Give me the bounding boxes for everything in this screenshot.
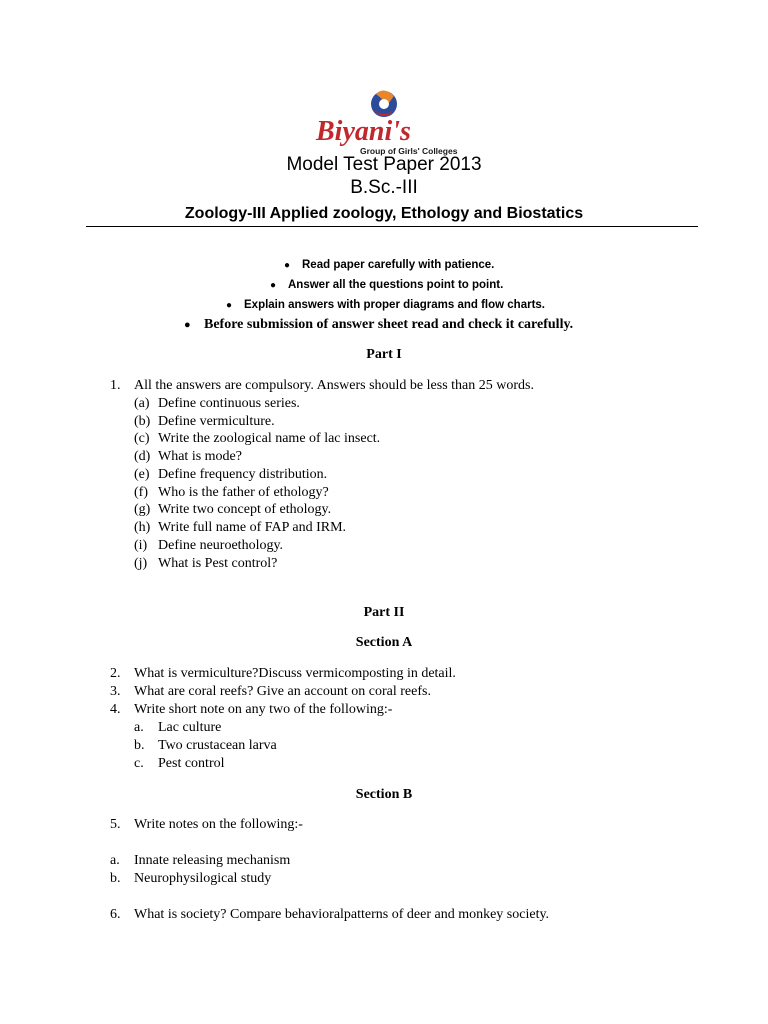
college-logo — [314, 88, 459, 160]
bullet-icon: ● — [184, 319, 191, 331]
instruction-item: ● Explain answers with proper diagrams and flow charts. — [226, 297, 545, 314]
paper-class: B.Sc.-III — [350, 177, 418, 198]
question-4-item: c. Pest control — [134, 756, 225, 771]
question-1-item: (a) Define continuous series. — [134, 396, 300, 411]
instruction-item: ● Answer all the questions point to point. — [270, 277, 503, 294]
bullet-icon: ● — [226, 300, 233, 311]
question-1-item: (b) Define vermiculture. — [134, 414, 275, 429]
question-6: 6. What is society? Compare behavioralpatterns of deer and monkey society. — [110, 907, 550, 922]
question-4-item: a. Lac culture — [134, 720, 222, 735]
part-heading: Part II — [363, 605, 405, 620]
bullet-icon: ● — [284, 260, 291, 271]
question-1-item: (g) Write two concept of ethology. — [134, 502, 332, 517]
instruction-item: ● Read paper carefully with patience. — [284, 257, 494, 274]
logo-brand-text: Biyani's — [316, 116, 411, 147]
paper-subject: Zoology-III Applied zoology, Ethology and Biostatics — [184, 205, 584, 222]
logo-tagline-text: Group of Girls' Colleges — [360, 146, 458, 156]
question-1-item: (c) Write the zoological name of lac insect. — [134, 431, 381, 446]
question-1-item: (f) Who is the father of ethology? — [134, 485, 329, 500]
question-5-item: a. Innate releasing mechanism — [110, 853, 291, 868]
question-1-item: (j) What is Pest control? — [134, 556, 278, 571]
question-1: 1. All the answers are compulsory. Answers should be less than 25 words. — [110, 378, 534, 393]
question-5-item: b. Neurophysilogical study — [110, 871, 272, 886]
header-divider — [86, 226, 698, 227]
question-1-item: (d) What is mode? — [134, 449, 242, 464]
question-3: 3. What are coral reefs? Give an account on coral reefs. — [110, 684, 431, 699]
question-1-item: (i) Define neuroethology. — [134, 538, 284, 553]
part-heading: Part I — [366, 347, 402, 362]
section-heading: Section A — [355, 635, 413, 650]
question-4-item: b. Two crustacean larva — [134, 738, 277, 753]
question-1-item: (e) Define frequency distribution. — [134, 467, 328, 482]
question-1-item: (h) Write full name of FAP and IRM. — [134, 520, 347, 535]
bullet-icon: ● — [270, 280, 277, 291]
paper-title: Model Test Paper 2013 — [286, 154, 482, 175]
instruction-item: ● Before submission of answer sheet read and check it carefully. — [184, 317, 574, 332]
question-2: 2. What is vermiculture?Discuss vermicomposting in detail. — [110, 666, 456, 681]
question-4: 4. Write short note on any two of the following:- — [110, 702, 393, 717]
question-5: 5. Write notes on the following:- — [110, 817, 303, 832]
section-heading: Section B — [355, 787, 413, 802]
